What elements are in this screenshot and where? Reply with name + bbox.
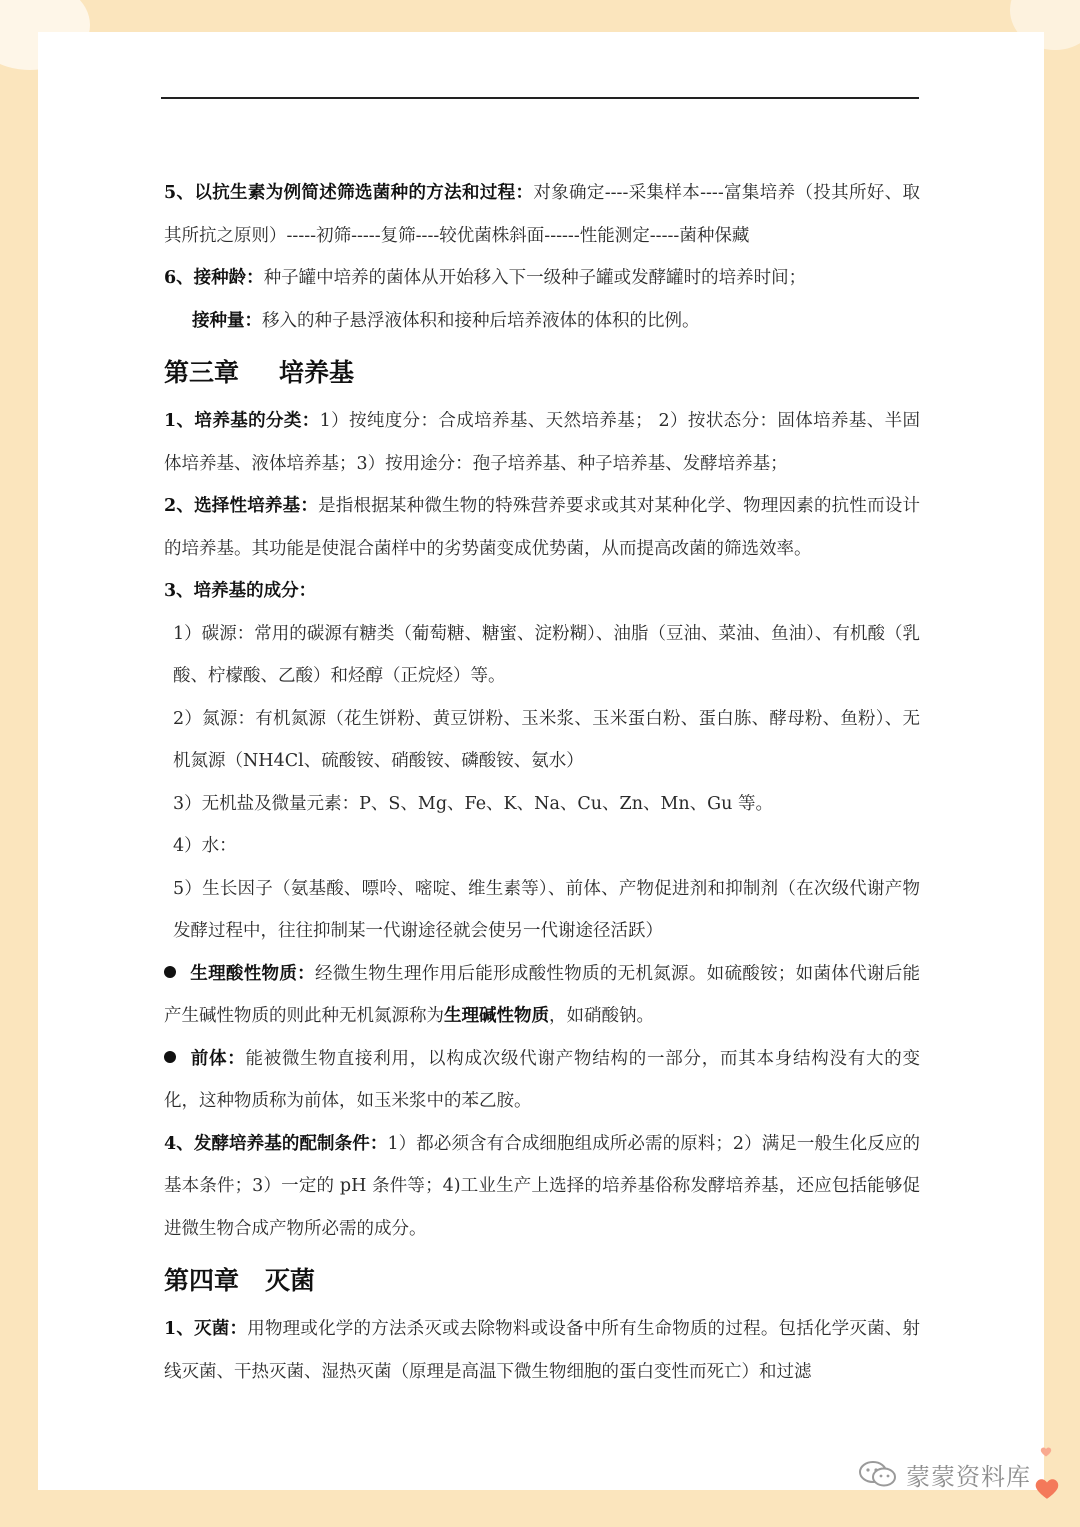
bullet-1-title: 生理酸性物质：	[190, 963, 315, 984]
chapter-3-number: 第三章	[164, 358, 240, 387]
section-6	[164, 257, 920, 300]
bullet-precursor	[164, 1038, 920, 1123]
ch3-item-3	[164, 570, 920, 613]
bullet-2-title: 前体：	[190, 1048, 246, 1069]
chapter-4-heading	[164, 1266, 920, 1296]
ch3-item-2-title: 2、选择性培养基：	[164, 496, 319, 516]
wechat-icon	[858, 1459, 898, 1489]
ch3-item-3-title: 3、培养基的成分：	[164, 581, 317, 601]
ch4-item-1	[164, 1308, 920, 1393]
ch3-item-4-title: 4、发酵培养基的配制条件：	[164, 1133, 388, 1154]
water: 4）水：	[173, 836, 237, 856]
ch4-item-1-text: 用物理或化学的方法杀灭或去除物料或设备中所有生命物质的过程。包括化学灭菌、射线灭菌、干热灭菌、湿热灭菌（原理是高温下微生物细胞的蛋白变性而死亡）和过滤	[164, 1319, 920, 1382]
bullet-1-text-end: ，如硝酸钠。	[549, 1006, 654, 1026]
bullet-icon	[164, 966, 176, 978]
section-6b	[164, 300, 920, 343]
ch3-item-1-title: 1、培养基的分类：	[164, 411, 320, 431]
document-body	[164, 172, 920, 1393]
section-5-text: 对象确定----采集样本----富集培养（投其所好、取其所抗之原则）-----初筛-----复筛----较优菌株斜面------性能测定-----菌种保藏	[164, 183, 920, 246]
heart-icon	[1034, 1476, 1060, 1502]
section-5	[164, 172, 920, 257]
header-rule	[161, 97, 919, 99]
inorganic-salts: 3）无机盐及微量元素：P、S、Mg、Fe、K、Na、Cu、Zn、Mn、Gu 等。	[173, 793, 773, 814]
section-6b-title: 接种量：	[192, 310, 262, 331]
ch3-item-2	[164, 485, 920, 570]
bullet-1-text: 经微生物生理作用后能形成酸性物质的无机氮源。如硫酸铵；如菌体代谢后能产生碱性物质的则此种无机氮源称为	[164, 963, 921, 1026]
heart-icon	[1040, 1446, 1052, 1458]
section-5-title: 5、以抗生素为例简述筛选菌种的方法和过程：	[164, 183, 534, 203]
bullet-icon	[164, 1051, 176, 1063]
chapter-3-title: 培养基	[279, 358, 355, 387]
ch3-item-1	[164, 400, 920, 485]
ch4-item-1-title: 1、灭菌：	[164, 1319, 248, 1339]
ch3-item-1-text: 1）按纯度分：合成培养基、天然培养基； 2）按状态分：固体培养基、半固体培养基、液体培养基；3）按用途分：孢子培养基、种子培养基、发酵培养基；	[164, 411, 920, 474]
section-6-title: 6、接种龄：	[164, 268, 264, 288]
bullet-2-text: 能被微生物直接利用，以构成次级代谢产物结构的一部分，而其本身结构没有大的变化，这种物质称为前体，如玉米浆中的苯乙胺。	[164, 1048, 920, 1111]
bullet-acidic-substance	[164, 953, 920, 1038]
watermark-text: 蒙蒙资料库	[906, 1462, 1031, 1491]
growth-factors: 5）生长因子（氨基酸、嘌呤、嘧啶、维生素等）、前体、产物促进剂和抑制剂（在次级代谢产物发酵过程中，往往抑制某一代谢途径就会使另一代谢途径活跃）	[173, 878, 920, 941]
section-6-text: 种子罐中培养的菌体从开始移入下一级种子罐或发酵罐时的培养时间；	[263, 268, 807, 288]
chapter-4-number: 第四章	[164, 1266, 240, 1295]
section-6b-text: 移入的种子悬浮液体积和接种后培养液体的体积的比例。	[262, 310, 700, 331]
nitrogen-source: 2）氮源：有机氮源（花生饼粉、黄豆饼粉、玉米浆、玉米蛋白粉、蛋白胨、酵母粉、鱼粉）、无机氮源（NH4Cl、硫酸铵、硝酸铵、磷酸铵、氨水）	[173, 708, 920, 771]
chapter-3-heading	[164, 358, 920, 388]
chapter-4-title: 灭菌	[265, 1266, 316, 1295]
watermark	[858, 1456, 1031, 1492]
ch3-item-2-text: 是指根据某种微生物的特殊营养要求或其对某种化学、物理因素的抗性而设计的培养基。其功能是使混合菌样中的劣势菌变成优势菌，从而提高改菌的筛选效率。	[164, 496, 920, 559]
ch3-item-4-text: 1）都必须含有合成细胞组成所必需的原料；2）满足一般生化反应的基本条件；3）一定的 pH 条件等；4)工业生产上选择的培养基俗称发酵培养基，还应包括能够促进微生物合成产物所必需的成分。	[164, 1133, 920, 1239]
bullet-1-bold: 生理碱性物质	[444, 1006, 549, 1026]
carbon-source: 1）碳源：常用的碳源有糖类（葡萄糖、糖蜜、淀粉糊）、油脂（豆油、菜油、鱼油）、有机酸（乳酸、柠檬酸、乙酸）和烃醇（正烷烃）等。	[173, 623, 920, 686]
ch3-item-4	[164, 1123, 920, 1251]
